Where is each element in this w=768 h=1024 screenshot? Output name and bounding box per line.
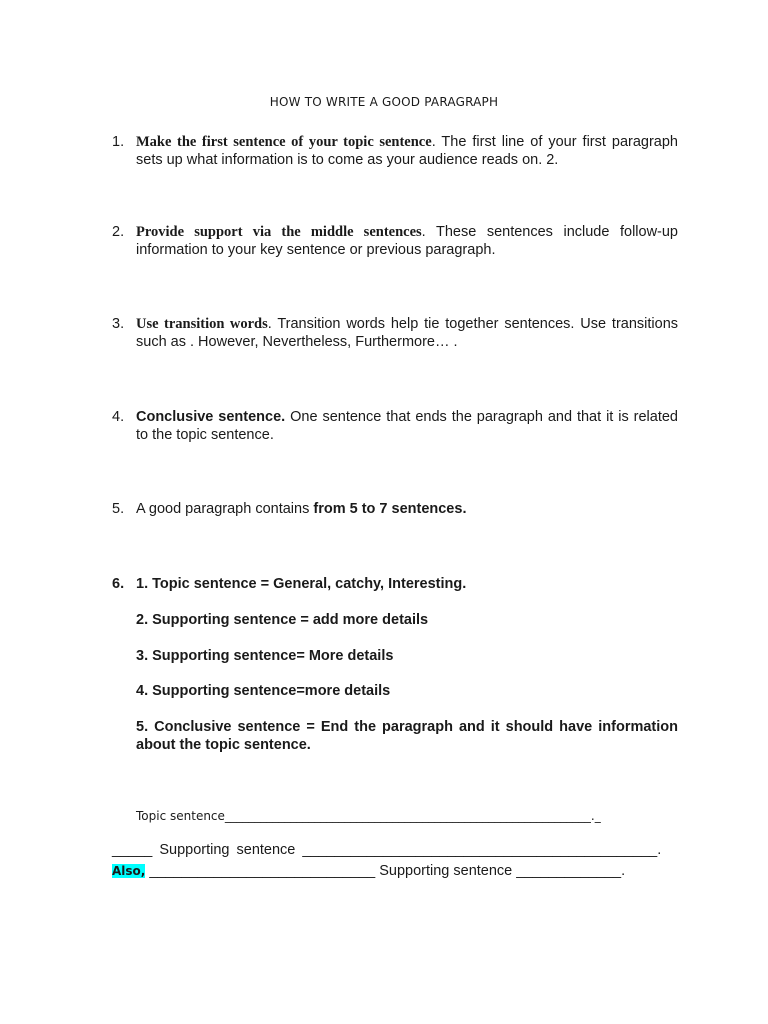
item-number: 5. bbox=[112, 501, 125, 517]
sub-item-topic: 1. Topic sentence = General, catchy, Interesting. bbox=[136, 576, 467, 592]
item-text: . The first line of your first paragraph sets up what information is to come as your audience reads on. 2. bbox=[136, 134, 678, 168]
item-text: One sentence that ends the paragraph and that it is related to the topic sentence. bbox=[136, 409, 678, 443]
item-heading: Provide support via the middle sentences bbox=[136, 224, 422, 240]
list-item-4 bbox=[112, 408, 678, 444]
item-heading: Make the first sentence of your topic sentence bbox=[136, 134, 432, 150]
sub-item-support-1: 2. Supporting sentence = add more details bbox=[136, 612, 429, 628]
sub-item-support-3: 4. Supporting sentence=more details bbox=[136, 683, 391, 699]
item-number: 3. bbox=[112, 316, 125, 332]
item-heading: Conclusive sentence. bbox=[136, 409, 286, 425]
page-title: HOW TO WRITE A GOOD PARAGRAPH bbox=[269, 95, 499, 109]
item-text: . Transition words help tie together sentences. Use transitions such as . However, Nevertheless, Furthermore… . bbox=[136, 316, 679, 350]
item-number: 6. bbox=[112, 576, 125, 592]
item-text: A good paragraph contains bbox=[136, 501, 314, 517]
item-text: . These sentences include follow-up information to your key sentence or previous paragraph. bbox=[136, 224, 678, 258]
topic-sentence-line: Topic sentence_____________________________________________________________._ bbox=[136, 809, 601, 823]
also-line bbox=[112, 862, 625, 880]
sub-item-support-2: 3. Supporting sentence= More details bbox=[136, 648, 394, 664]
item-emphasis: from 5 to 7 sentences. bbox=[313, 501, 467, 517]
supporting-sentence-line: _____ Supporting sentence ____________________________________________. bbox=[112, 842, 662, 858]
list-item-5 bbox=[112, 500, 678, 518]
list-item-2 bbox=[112, 223, 678, 259]
sub-item-conclusion: 5. Conclusive sentence = End the paragraph and it should have information about the topic sentence. bbox=[136, 719, 678, 753]
item-number: 2. bbox=[112, 224, 125, 240]
list-item-1 bbox=[112, 133, 678, 169]
item-number: 1. bbox=[112, 134, 125, 150]
highlighted-word: Also, bbox=[112, 864, 146, 878]
item-number: 4. bbox=[112, 409, 125, 425]
list-item-3 bbox=[112, 315, 678, 351]
also-line-text: ____________________________ Supporting sentence _____________. bbox=[145, 863, 626, 879]
item-heading: Use transition words bbox=[136, 316, 268, 332]
